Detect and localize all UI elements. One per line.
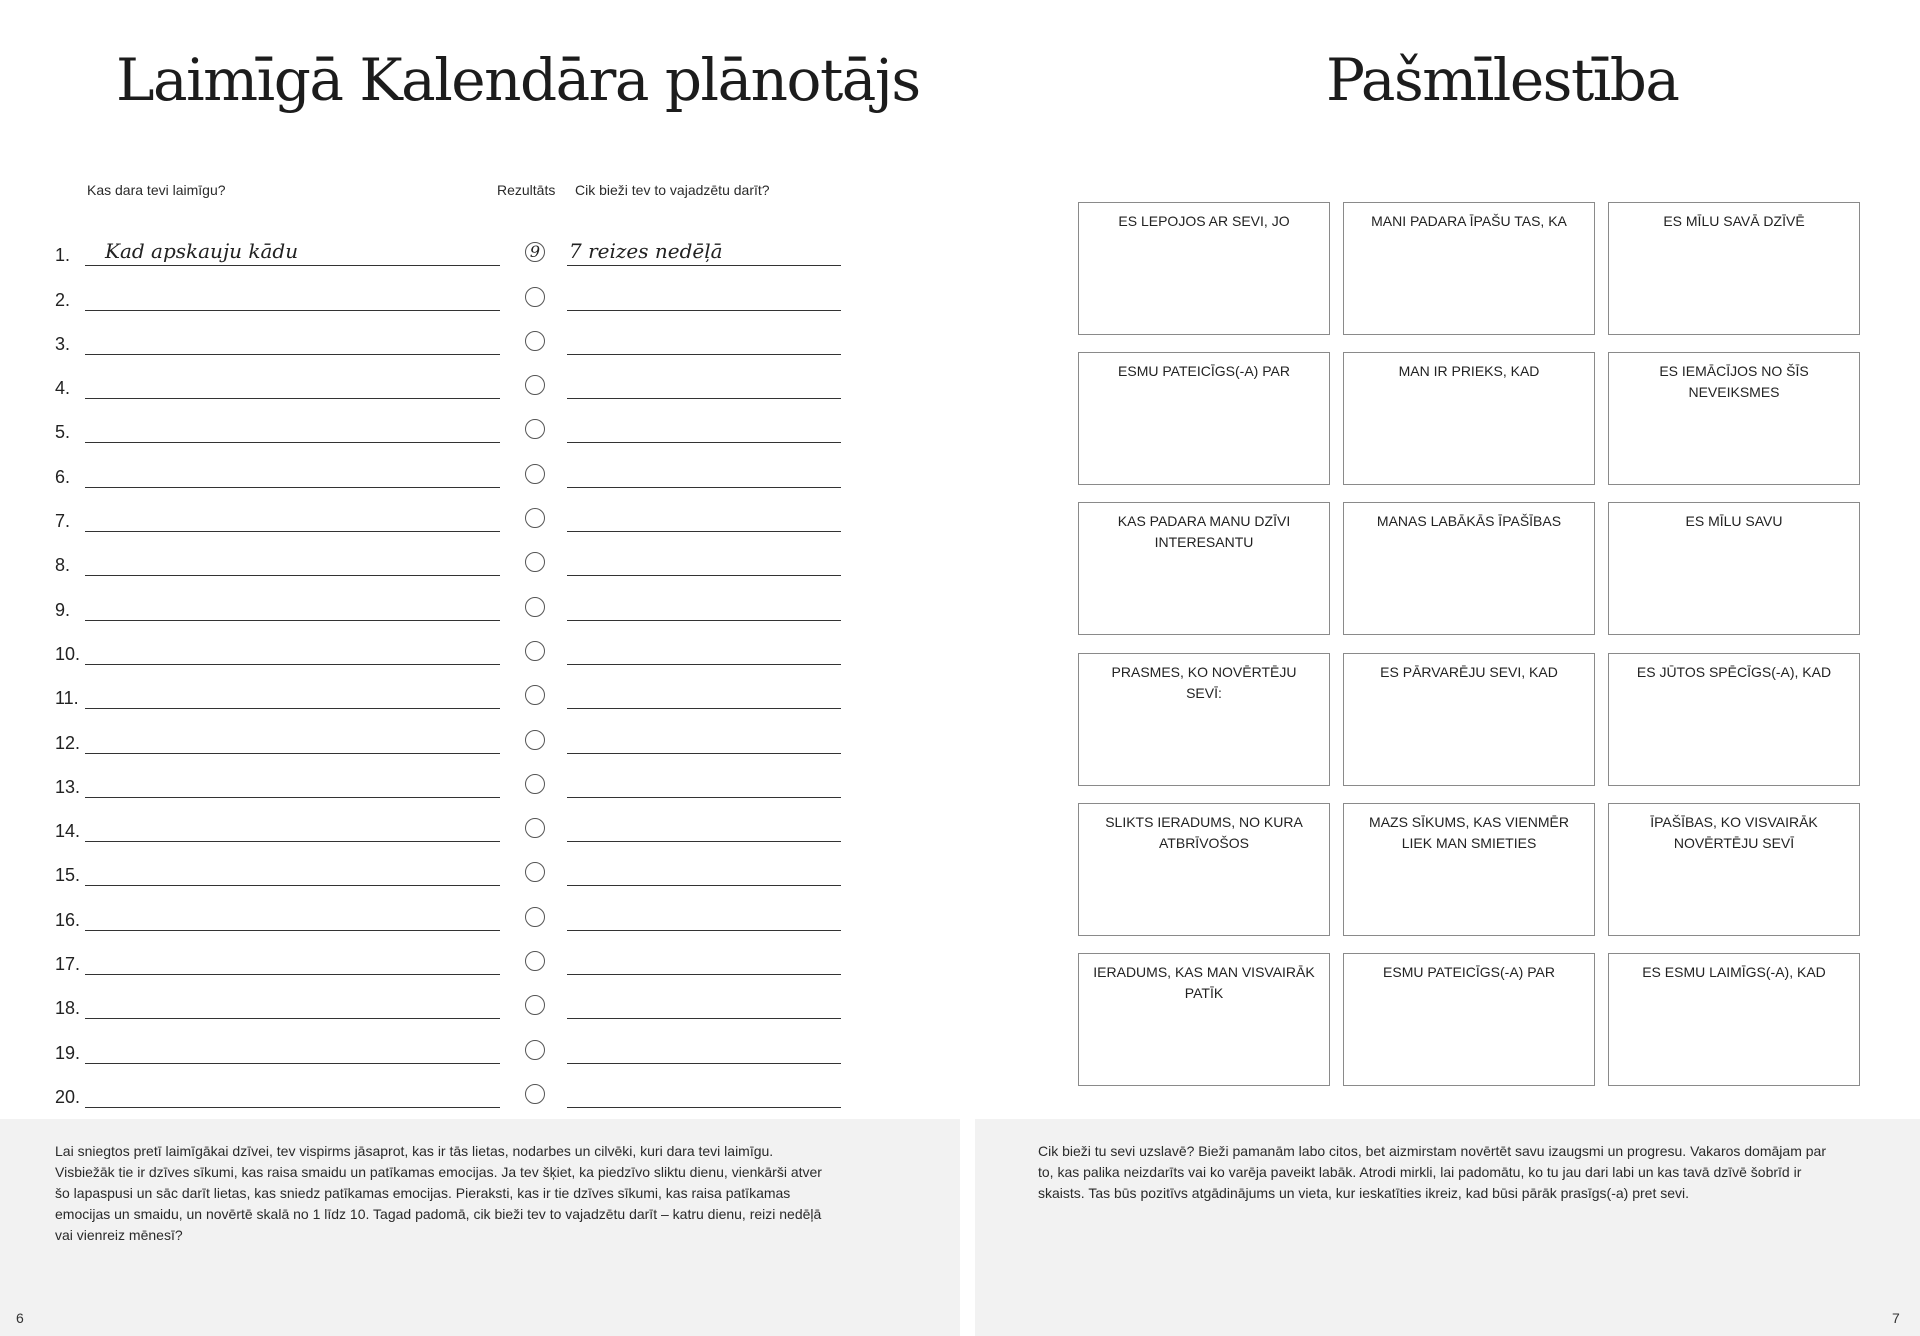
row-number: 11. — [55, 688, 79, 709]
left-footer-panel — [0, 1119, 960, 1336]
frequency-entry-field[interactable] — [567, 1033, 841, 1064]
result-score-circle[interactable] — [525, 1084, 545, 1104]
planner-row — [0, 488, 960, 532]
happiness-entry-field[interactable] — [85, 988, 500, 1019]
result-score-circle[interactable] — [525, 774, 545, 794]
prompt-box[interactable]: MANI PADARA ĪPAŠU TAS, KA — [1343, 202, 1595, 335]
planner-row — [0, 665, 960, 709]
result-score-circle[interactable] — [525, 419, 545, 439]
planner-row — [0, 931, 960, 975]
prompt-box[interactable]: ES ESMU LAIMĪGS(-A), KAD — [1608, 953, 1860, 1086]
happiness-entry-field[interactable] — [85, 900, 500, 931]
frequency-entry-field[interactable] — [567, 457, 841, 488]
happiness-entry-field[interactable] — [85, 855, 500, 886]
happiness-entry-field[interactable] — [85, 590, 500, 621]
prompt-box[interactable]: PRASMES, KO NOVĒRTĒJU SEVĪ: — [1078, 653, 1330, 786]
prompt-box[interactable]: ES JŪTOS SPĒCĪGS(-A), KAD — [1608, 653, 1860, 786]
page-number-right: 7 — [1892, 1310, 1900, 1326]
planner-row — [0, 886, 960, 930]
happiness-entry-text: Kad apskauju kādu — [105, 239, 299, 264]
page-number-left: 6 — [16, 1310, 24, 1326]
row-number: 10. — [55, 643, 81, 664]
column-label-what: Kas dara tevi laimīgu? — [87, 182, 226, 198]
prompt-box[interactable]: SLIKTS IERADUMS, NO KURA ATBRĪVOŠOS — [1078, 803, 1330, 936]
planner-row — [0, 709, 960, 753]
planner-rows — [0, 222, 960, 1108]
row-number: 20. — [55, 1086, 81, 1107]
happiness-entry-field[interactable] — [85, 324, 500, 355]
left-footer-text: Lai sniegtos pretī laimīgākai dzīvei, tev vispirms jāsaprot, kas ir tās lietas, nodarbes un cilvēki, kuri dara tevi laimīgu. Visbiežāk tie ir dzīves sīkumi, kas raisa smaidu un patīkamas emocijas. Ja tev šķiet, ka piedzīvo sliktu dienu, vienkārši atver šo lapaspusi un sāc darīt lietas, kas sniedz patīkamas emocijas. Pieraksti, kas ir tie dzīves sīkumi, kas raisa patīkamas emocijas un smaidu, un novērtē skalā no 1 līdz 10. Tagad padomā, cik bieži tev to vajadzētu darīt – katru dienu, reizi nedēļā vai vienreiz mēnesī? — [55, 1143, 822, 1243]
frequency-entry-field[interactable] — [567, 324, 841, 355]
column-label-result: Rezultāts — [497, 182, 556, 198]
row-number: 13. — [55, 776, 81, 797]
happiness-entry-field[interactable] — [85, 235, 500, 266]
frequency-entry-field[interactable] — [567, 811, 841, 842]
prompt-box[interactable]: MANAS LABĀKĀS ĪPAŠĪBAS — [1343, 502, 1595, 635]
prompt-box[interactable]: KAS PADARA MANU DZĪVI INTERESANTU — [1078, 502, 1330, 635]
prompt-box[interactable]: ES MĪLU SAVU — [1608, 502, 1860, 635]
result-score-circle[interactable] — [525, 907, 545, 927]
result-score-circle[interactable] — [525, 862, 545, 882]
planner-row — [0, 798, 960, 842]
planner-row — [0, 355, 960, 399]
happiness-entry-field[interactable] — [85, 767, 500, 798]
happiness-entry-field[interactable] — [85, 545, 500, 576]
frequency-entry-field[interactable] — [567, 590, 841, 621]
row-number: 5. — [55, 422, 71, 443]
result-score-circle[interactable] — [525, 375, 545, 395]
happiness-entry-field[interactable] — [85, 678, 500, 709]
planner-row — [0, 532, 960, 576]
prompt-box[interactable]: ĪPAŠĪBAS, KO VISVAIRĀK NOVĒRTĒJU SEVĪ — [1608, 803, 1860, 936]
frequency-entry-field[interactable] — [567, 368, 841, 399]
prompt-box[interactable]: IERADUMS, KAS MAN VISVAIRĀK PATĪK — [1078, 953, 1330, 1086]
planner-row — [0, 1064, 960, 1108]
result-score-circle[interactable] — [525, 951, 545, 971]
frequency-entry-field[interactable] — [567, 767, 841, 798]
result-score-circle[interactable] — [525, 641, 545, 661]
right-page — [960, 0, 1920, 1336]
prompt-box[interactable]: ES LEPOJOS AR SEVI, JO — [1078, 202, 1330, 335]
row-number: 7. — [55, 511, 71, 532]
planner-row — [0, 443, 960, 487]
result-score-circle[interactable] — [525, 464, 545, 484]
happiness-entry-field[interactable] — [85, 412, 500, 443]
result-score-circle[interactable] — [525, 818, 545, 838]
row-number: 18. — [55, 998, 81, 1019]
frequency-entry-field[interactable] — [567, 988, 841, 1019]
result-score-circle[interactable]: 9 — [525, 242, 545, 262]
row-number: 4. — [55, 378, 71, 399]
prompt-box[interactable]: MAZS SĪKUMS, KAS VIENMĒR LIEK MAN SMIETIES — [1343, 803, 1595, 936]
planner-row — [0, 754, 960, 798]
prompt-box[interactable]: ES MĪLU SAVĀ DZĪVĒ — [1608, 202, 1860, 335]
result-score-circle[interactable] — [525, 995, 545, 1015]
row-number: 2. — [55, 289, 71, 310]
frequency-entry-field[interactable] — [567, 235, 841, 266]
result-score-circle[interactable] — [525, 685, 545, 705]
frequency-entry-field[interactable] — [567, 900, 841, 931]
frequency-entry-text: 7 reizes nedēļā — [569, 239, 723, 264]
frequency-entry-field[interactable] — [567, 723, 841, 754]
row-number: 19. — [55, 1042, 81, 1063]
prompt-box[interactable]: ESMU PATEICĪGS(-A) PAR — [1078, 352, 1330, 485]
planner-row — [0, 399, 960, 443]
planner-title: Laimīgā Kalendāra plānotājs — [116, 46, 920, 114]
column-label-how-often: Cik bieži tev to vajadzētu darīt? — [575, 182, 770, 198]
self-love-title: Pašmīlestība — [1326, 46, 1679, 114]
planner-row — [0, 975, 960, 1019]
happiness-entry-field[interactable] — [85, 457, 500, 488]
row-number: 15. — [55, 865, 81, 886]
happiness-entry-field[interactable] — [85, 280, 500, 311]
right-footer-panel — [975, 1119, 1920, 1336]
row-number: 16. — [55, 909, 81, 930]
result-score-circle[interactable] — [525, 331, 545, 351]
prompt-box[interactable]: ESMU PATEICĪGS(-A) PAR — [1343, 953, 1595, 1086]
planner-row — [0, 842, 960, 886]
happiness-entry-field[interactable] — [85, 811, 500, 842]
happiness-entry-field[interactable] — [85, 723, 500, 754]
row-number: 17. — [55, 954, 81, 975]
planner-row — [0, 266, 960, 310]
planner-row — [0, 1019, 960, 1063]
row-number: 9. — [55, 599, 71, 620]
row-number: 8. — [55, 555, 71, 576]
prompt-box[interactable]: ES IEMĀCĪJOS NO ŠĪS NEVEIKSMES — [1608, 352, 1860, 485]
row-number: 3. — [55, 333, 71, 354]
happiness-entry-field[interactable] — [85, 1077, 500, 1108]
happiness-entry-field[interactable] — [85, 1033, 500, 1064]
result-score-circle[interactable] — [525, 597, 545, 617]
result-score-circle[interactable] — [525, 552, 545, 572]
frequency-entry-field[interactable] — [567, 545, 841, 576]
frequency-entry-field[interactable] — [567, 501, 841, 532]
frequency-entry-field[interactable] — [567, 944, 841, 975]
prompt-box[interactable]: ES PĀRVARĒJU SEVI, KAD — [1343, 653, 1595, 786]
row-number: 14. — [55, 821, 81, 842]
planner-row — [0, 222, 960, 266]
happiness-entry-field[interactable] — [85, 368, 500, 399]
result-score-circle[interactable] — [525, 508, 545, 528]
frequency-entry-field[interactable] — [567, 855, 841, 886]
prompt-box[interactable]: MAN IR PRIEKS, KAD — [1343, 352, 1595, 485]
planner-row — [0, 621, 960, 665]
frequency-entry-field[interactable] — [567, 678, 841, 709]
frequency-entry-field[interactable] — [567, 634, 841, 665]
row-number: 6. — [55, 466, 71, 487]
result-score-circle[interactable] — [525, 287, 545, 307]
planner-row — [0, 576, 960, 620]
result-score-circle[interactable] — [525, 730, 545, 750]
happiness-entry-field[interactable] — [85, 944, 500, 975]
right-footer-text: Cik bieži tu sevi uzslavē? Bieži pamanām labo citos, bet aizmirstam novērtēt savu izaugsmi un progresu. Vakaros domājam par to, kas palika neizdarīts vai ko varēja paveikt labāk. Atrodi mirkli, lai padomātu, ko tu jau dari labi un kas tavā dzīvē šobrīd ir skaists. Tas būs pozitīvs atgādinājums un vieta, kur ieskatīties ikreiz, kad būsi pārāk prasīgs(-a) pret sevi. — [1038, 1143, 1826, 1201]
row-number: 12. — [55, 732, 81, 753]
happiness-entry-field[interactable] — [85, 634, 500, 665]
frequency-entry-field[interactable] — [567, 280, 841, 311]
frequency-entry-field[interactable] — [567, 1077, 841, 1108]
happiness-entry-field[interactable] — [85, 501, 500, 532]
frequency-entry-field[interactable] — [567, 412, 841, 443]
row-number: 1. — [55, 245, 71, 266]
planner-row — [0, 311, 960, 355]
result-score-circle[interactable] — [525, 1040, 545, 1060]
